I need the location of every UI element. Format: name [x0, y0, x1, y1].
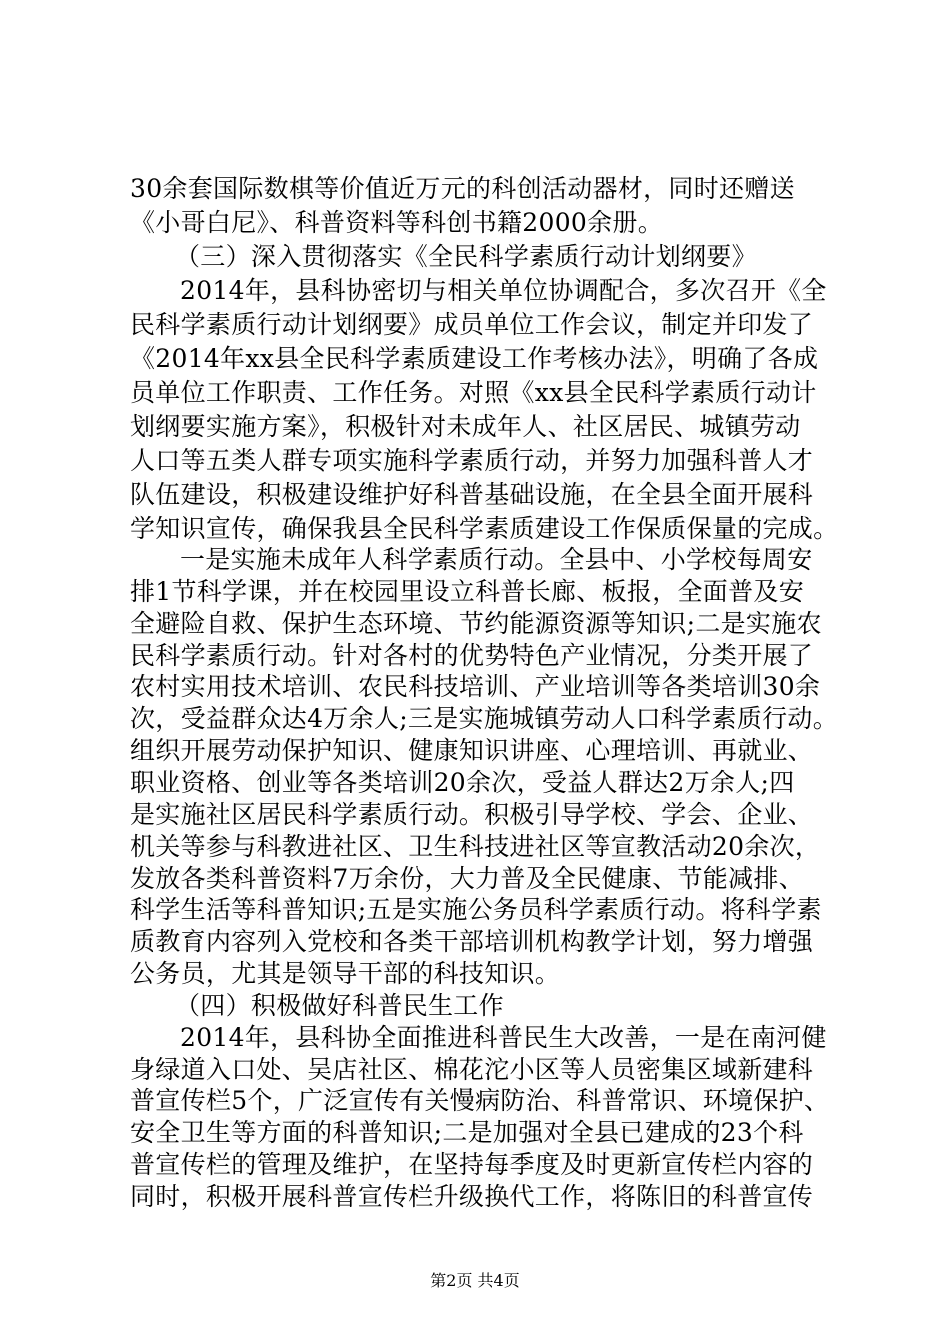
text-line: 2014年，县科协全面推进科普民生大改善，一是在南河健: [180, 1022, 827, 1052]
text-line: 人口等五类人群专项实施科学素质行动，并努力加强科普人才: [130, 446, 814, 475]
text-line: 员单位工作职责、工作任务。对照《xx县全民科学素质行动计: [130, 378, 817, 407]
text-line: 学知识宣传，确保我县全民科学素质建设工作保质保量的完成。: [130, 514, 839, 543]
text-line: 次，受益群众达4万余人;三是实施城镇劳动人口科学素质行动。: [130, 704, 839, 734]
text-line: 科学生活等科普知识;五是实施公务员科学素质行动。将科学素: [130, 895, 822, 925]
text-line: 30余套国际数棋等价值近万元的科创活动器材，同时还赠送: [130, 174, 795, 203]
text-line: 《2014年xx县全民科学素质建设工作考核办法》，明确了各成: [130, 344, 819, 373]
text-line: 安全卫生等方面的科普知识;二是加强对全县已建成的23个科: [130, 1118, 804, 1148]
text-line: 身绿道入口处、吴店社区、棉花沱小区等人员密集区域新建科: [130, 1054, 814, 1084]
text-line: 全避险自救、保护生态环境、节约能源资源等知识;二是实施农: [130, 608, 822, 638]
text-line: 农村实用技术培训、农民科技培训、产业培训等各类培训30余: [130, 672, 821, 702]
text-line: 组织开展劳动保护知识、健康知识讲座、心理培训、再就业、: [130, 736, 814, 766]
text-line: 《小哥白尼》、科普资料等科创书籍2000余册。: [130, 208, 664, 237]
text-line: 发放各类科普资料7万余份，大力普及全民健康、节能减排、: [130, 863, 805, 893]
text-line: 普宣传栏5个，广泛宣传有关慢病防治、科普常识、环境保护、: [130, 1086, 830, 1116]
text-line: 机关等参与科教进社区、卫生科技进社区等宣教活动20余次，: [130, 831, 821, 861]
text-line: 公务员，尤其是领导干部的科技知识。: [130, 959, 561, 989]
text-line: 普宣传栏的管理及维护，在坚持每季度及时更新宣传栏内容的: [130, 1150, 814, 1180]
text-line: 2014年，县科协密切与相关单位协调配合，多次召开《全: [180, 276, 827, 305]
text-line: 队伍建设，积极建设维护好科普基础设施，在全县全面开展科: [130, 480, 814, 509]
text-line: 是实施社区居民科学素质行动。积极引导学校、学会、企业、: [130, 799, 814, 829]
text-line: 民科学素质行动。针对各村的优势特色产业情况，分类开展了: [130, 640, 814, 670]
text-line: 职业资格、创业等各类培训20余次，受益人群达2万余人;四: [130, 767, 795, 797]
text-line: 同时，积极开展科普宣传栏升级换代工作，将陈旧的科普宣传: [130, 1182, 814, 1211]
text-line: 排1节科学课，并在校园里设立科普长廊、板报，全面普及安: [130, 576, 805, 606]
section-heading: （四）积极做好科普民生工作: [175, 990, 504, 1020]
section-heading: （三）深入贯彻落实《全民科学素质行动计划纲要》: [175, 242, 757, 271]
text-line: 民科学素质行动计划纲要》成员单位工作会议，制定并印发了: [130, 310, 814, 339]
text-line: 划纲要实施方案》，积极针对未成年人、社区居民、城镇劳动: [130, 412, 801, 441]
text-line: 一是实施未成年人科学素质行动。全县中、小学校每周安: [180, 545, 813, 574]
text-line: 质教育内容列入党校和各类干部培训机构教学计划，努力增强: [130, 927, 814, 957]
page-number: 第2页 共4页: [430, 1271, 520, 1290]
